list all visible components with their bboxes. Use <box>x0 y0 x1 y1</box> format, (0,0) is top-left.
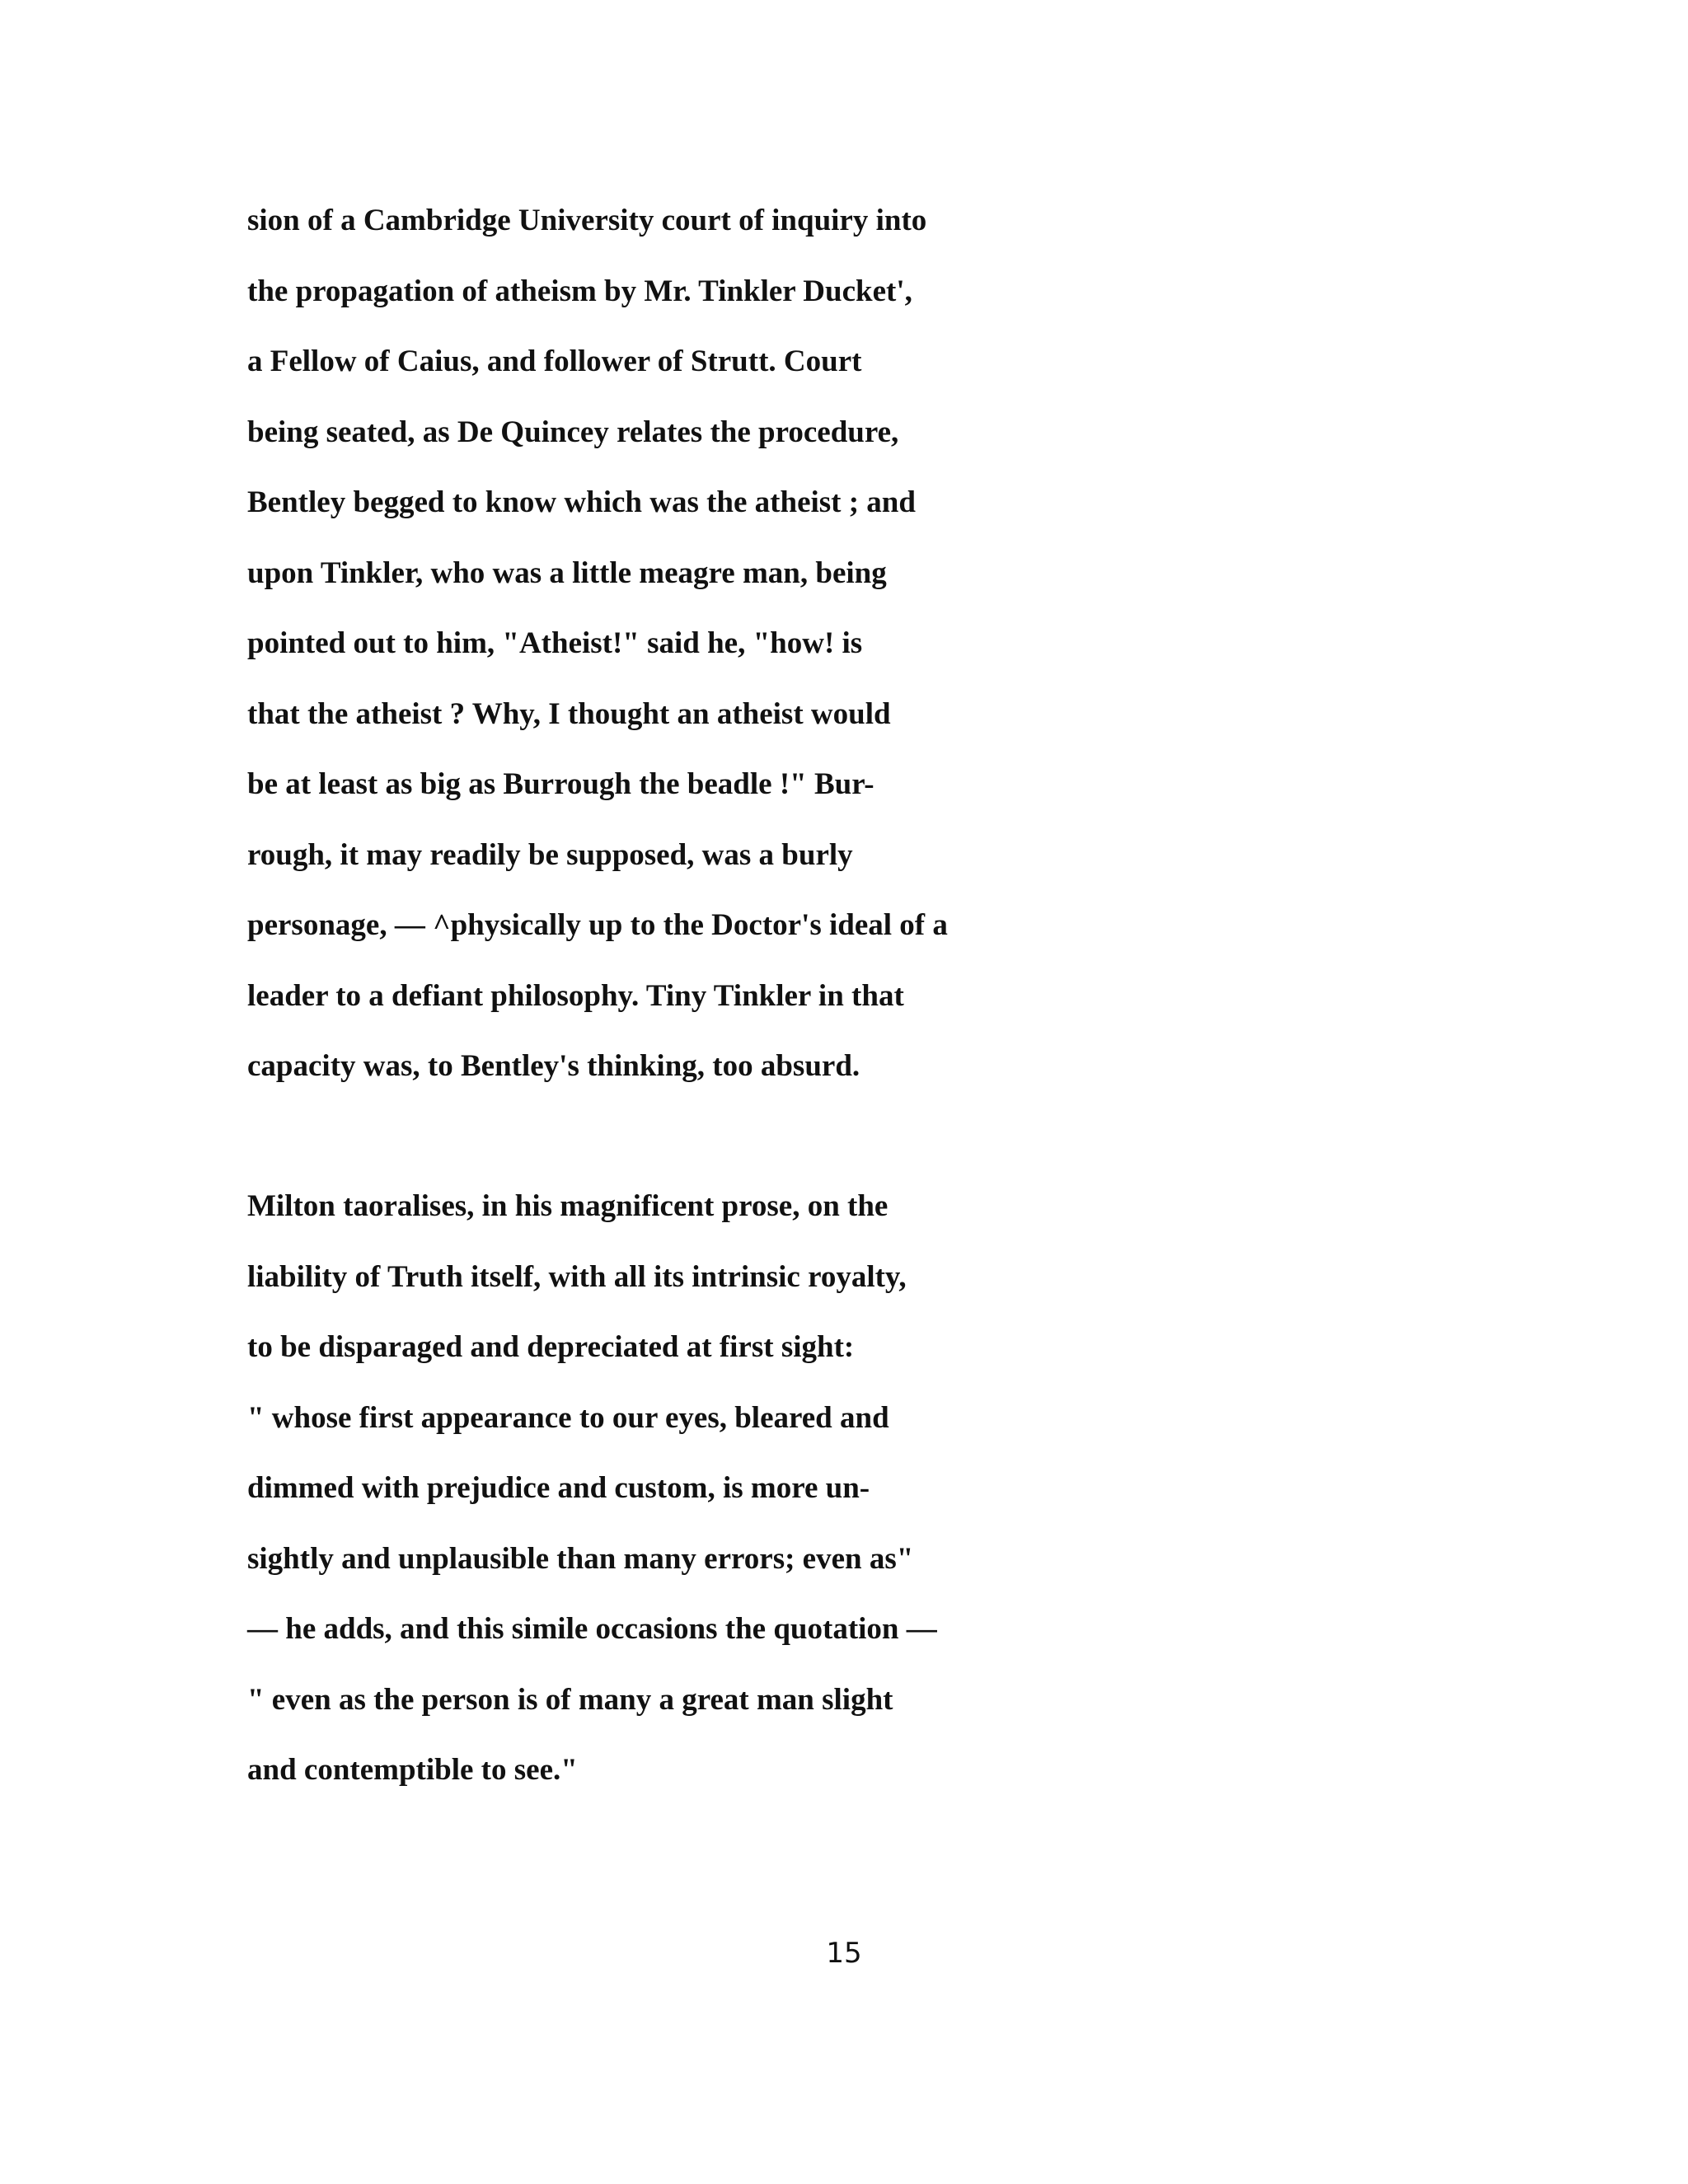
page-number: 15 <box>826 1937 862 1970</box>
text-line: and contemptible to see." <box>247 1753 578 1787</box>
text-line: Milton taoralises, in his magnificent prose, on the <box>247 1189 889 1223</box>
text-line: capacity was, to Bentley's thinking, too absurd. <box>247 1049 860 1083</box>
text-line: that the atheist ? Why, I thought an atheist would <box>247 696 891 731</box>
text-line: pointed out to him, "Atheist!" said he, "how! is <box>247 626 863 660</box>
text-line: to be disparaged and depreciated at first sight: <box>247 1330 855 1364</box>
text-line: sightly and unplausible than many errors; even as" <box>247 1541 914 1576</box>
text-line: rough, it may readily be supposed, was a burly <box>247 837 853 872</box>
text-line: being seated, as De Quincey relates the procedure, <box>247 415 899 449</box>
text-line: sion of a Cambridge University court of inquiry into <box>247 204 927 237</box>
text-line: personage, — ^physically up to the Doctor's ideal of a <box>247 908 948 942</box>
paragraph-1 <box>247 196 1484 1113</box>
text-line: — he adds, and this simile occasions the quotation — <box>247 1612 937 1646</box>
text-line: liability of Truth itself, with all its intrinsic royalty, <box>247 1259 907 1294</box>
text-line: dimmed with prejudice and custom, is more un- <box>247 1471 870 1505</box>
text-line: " even as the person is of many a great man slight <box>247 1682 893 1717</box>
text-line: leader to a defiant philosophy. Tiny Tinkler in that <box>247 978 904 1013</box>
text-line: Bentley begged to know which was the atheist ; and <box>247 485 916 519</box>
paragraph-2 <box>247 1182 1484 1816</box>
text-line: upon Tinkler, who was a little meagre man, being <box>247 555 887 590</box>
text-line: a Fellow of Caius, and follower of Strutt. Court <box>247 344 862 378</box>
text-line: be at least as big as Burrough the beadle !" Bur- <box>247 767 874 801</box>
text-line: " whose first appearance to our eyes, bleared and <box>247 1400 889 1435</box>
text-line: the propagation of atheism by Mr. Tinkler Ducket', <box>247 274 912 308</box>
